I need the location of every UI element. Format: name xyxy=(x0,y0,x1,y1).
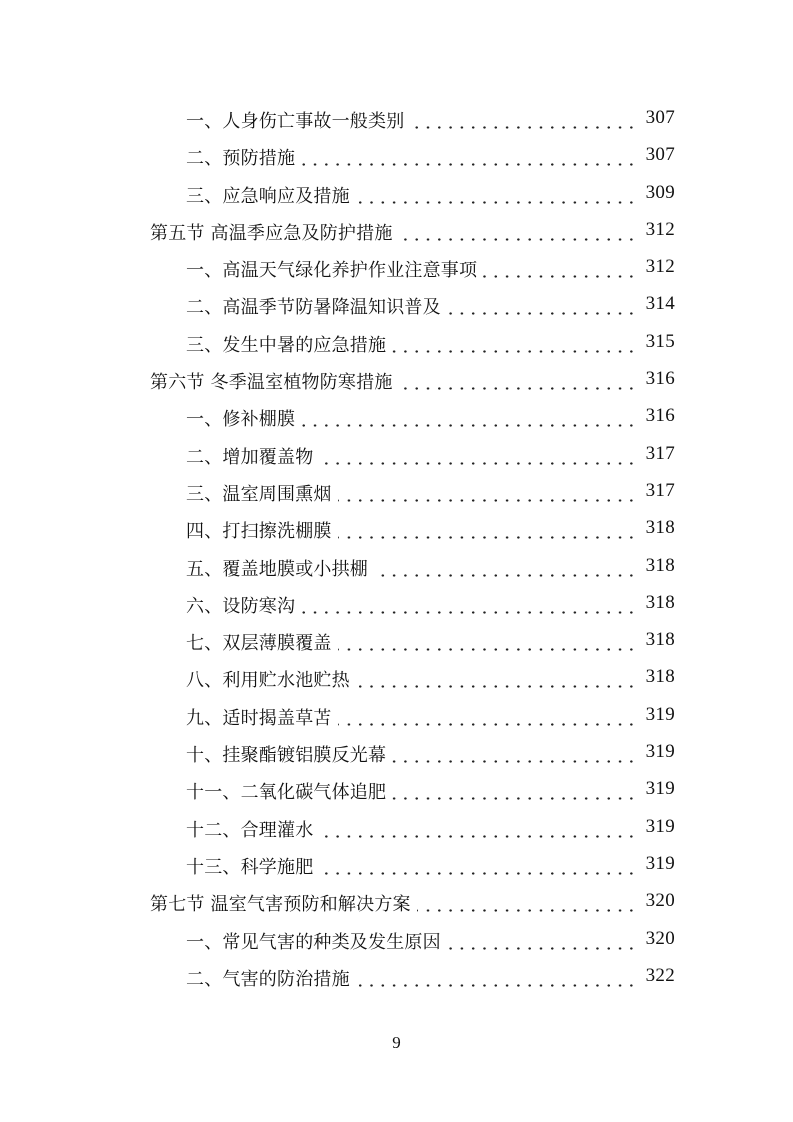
toc-entry[interactable] xyxy=(0,398,793,435)
toc-entry[interactable] xyxy=(0,137,793,174)
toc-entry-title: 八、利用贮水池贮热 xyxy=(186,670,350,692)
dot-leader xyxy=(319,872,637,875)
toc-entry-page: 317 xyxy=(645,479,675,501)
toc-section-entry[interactable] xyxy=(0,883,793,920)
toc-entry[interactable] xyxy=(0,659,793,696)
toc-entry-page: 307 xyxy=(645,144,675,166)
toc-entry-page: 307 xyxy=(645,107,675,128)
toc-entry-page: 312 xyxy=(645,218,675,240)
toc-entry-page: 314 xyxy=(645,293,675,315)
table-of-contents xyxy=(0,100,793,995)
toc-entry-page: 318 xyxy=(645,629,675,651)
toc-entry-title: 第五节 高温季应急及防护措施 xyxy=(150,222,393,244)
dot-leader xyxy=(301,611,637,614)
dot-leader xyxy=(374,574,637,577)
toc-entry[interactable] xyxy=(0,473,793,510)
toc-entry-page: 318 xyxy=(645,554,675,576)
toc-entry-title: 七、双层薄膜覆盖 xyxy=(186,633,332,655)
toc-entry-page: 318 xyxy=(645,666,675,688)
dot-leader xyxy=(338,536,637,539)
toc-entry-title: 二、增加覆盖物 xyxy=(186,446,314,468)
toc-entry-page: 309 xyxy=(645,181,675,203)
toc-entry-title: 五、覆盖地膜或小拱棚 xyxy=(186,558,368,580)
dot-leader xyxy=(356,201,637,204)
toc-entry-title: 一、常见气害的种类及发生原因 xyxy=(186,931,441,953)
toc-entry-title: 一、高温天气绿化养护作业注意事项 xyxy=(186,260,478,282)
dot-leader xyxy=(392,797,637,800)
toc-entry-page: 318 xyxy=(645,517,675,539)
toc-section-entry[interactable] xyxy=(0,361,793,398)
toc-entry-title: 十二、合理灌水 xyxy=(186,819,314,841)
toc-entry-title: 二、高温季节防暑降温知识普及 xyxy=(186,297,441,319)
toc-entry-page: 319 xyxy=(645,703,675,725)
toc-entry-page: 312 xyxy=(645,256,675,278)
dot-leader xyxy=(447,947,637,950)
dot-leader xyxy=(447,312,637,315)
toc-entry-page: 320 xyxy=(645,927,675,949)
dot-leader xyxy=(392,350,637,353)
toc-entry[interactable] xyxy=(0,324,793,361)
toc-entry-page: 319 xyxy=(645,852,675,874)
toc-entry[interactable] xyxy=(0,958,793,995)
toc-entry-title: 第七节 温室气害预防和解决方案 xyxy=(150,894,411,916)
dot-leader xyxy=(399,387,637,390)
toc-entry-title: 六、设防寒沟 xyxy=(186,595,296,617)
dot-leader xyxy=(301,163,637,166)
toc-entry[interactable] xyxy=(0,510,793,547)
toc-entry-page: 315 xyxy=(645,330,675,352)
toc-entry[interactable] xyxy=(0,436,793,473)
dot-leader xyxy=(356,984,637,987)
toc-entry-title: 三、温室周围熏烟 xyxy=(186,483,332,505)
toc-entry-title: 十一、二氧化碳气体追肥 xyxy=(186,782,387,804)
dot-leader xyxy=(319,835,637,838)
toc-entry-title: 二、预防措施 xyxy=(186,148,296,170)
toc-entry-title: 十三、科学施肥 xyxy=(186,856,314,878)
toc-entry-title: 九、适时揭盖草苫 xyxy=(186,707,332,729)
toc-entry-page: 318 xyxy=(645,591,675,613)
toc-section-entry[interactable] xyxy=(0,212,793,249)
toc-entry-title: 四、打扫擦洗棚膜 xyxy=(186,521,332,543)
toc-entry[interactable] xyxy=(0,100,793,137)
toc-entry-title: 三、应急响应及措施 xyxy=(186,185,350,207)
dot-leader xyxy=(338,723,637,726)
toc-entry-title: 十、挂聚酯镀铝膜反光幕 xyxy=(186,745,387,767)
toc-entry[interactable] xyxy=(0,921,793,958)
toc-entry[interactable] xyxy=(0,846,793,883)
toc-entry[interactable] xyxy=(0,622,793,659)
dot-leader xyxy=(356,685,637,688)
toc-entry-title: 三、发生中暑的应急措施 xyxy=(186,334,387,356)
dot-leader xyxy=(410,126,637,129)
toc-entry[interactable] xyxy=(0,585,793,622)
toc-entry-title: 第六节 冬季温室植物防寒措施 xyxy=(150,372,393,394)
dot-leader xyxy=(319,462,637,465)
toc-entry[interactable] xyxy=(0,175,793,212)
dot-leader xyxy=(301,424,637,427)
toc-entry-title: 二、气害的防治措施 xyxy=(186,968,350,990)
dot-leader xyxy=(338,499,637,502)
toc-entry-page: 316 xyxy=(645,405,675,427)
toc-entry-title: 一、人身伤亡事故一般类别 xyxy=(186,111,405,132)
toc-entry[interactable] xyxy=(0,286,793,323)
toc-entry-title: 一、修补棚膜 xyxy=(186,409,296,431)
toc-entry-page: 322 xyxy=(645,964,675,986)
page-number: 9 xyxy=(392,1033,401,1052)
toc-entry[interactable] xyxy=(0,697,793,734)
toc-entry[interactable] xyxy=(0,249,793,286)
dot-leader xyxy=(399,238,637,241)
toc-entry-page: 316 xyxy=(645,368,675,390)
toc-entry-page: 320 xyxy=(645,890,675,912)
toc-entry-page: 319 xyxy=(645,815,675,837)
dot-leader xyxy=(338,648,637,651)
toc-entry-page: 319 xyxy=(645,741,675,763)
toc-entry[interactable] xyxy=(0,809,793,846)
toc-entry-page: 319 xyxy=(645,778,675,800)
toc-entry-page: 317 xyxy=(645,442,675,464)
dot-leader xyxy=(392,760,637,763)
dot-leader xyxy=(483,275,637,278)
dot-leader xyxy=(417,909,637,912)
toc-entry[interactable] xyxy=(0,734,793,771)
toc-entry[interactable] xyxy=(0,771,793,808)
toc-entry[interactable] xyxy=(0,548,793,585)
